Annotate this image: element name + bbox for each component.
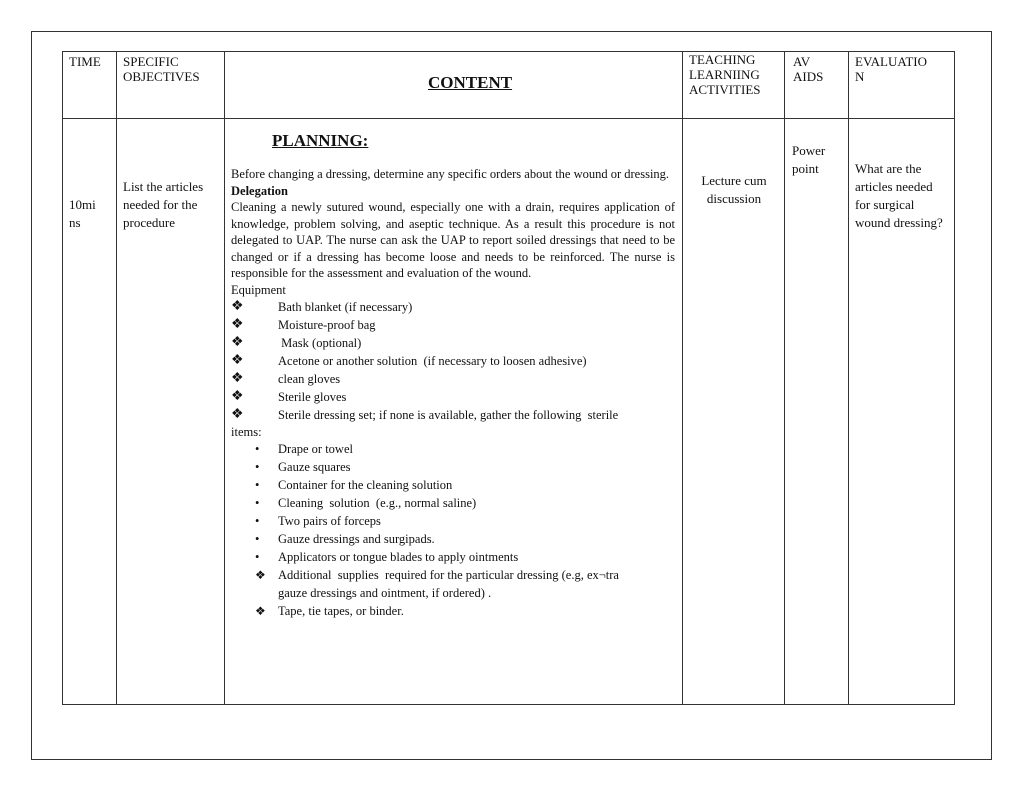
additional-supplies-item: ❖ Additional supplies required for the particular dressing (e.g, ex¬tra	[255, 568, 619, 582]
dot-bullet-icon: •	[255, 550, 260, 564]
evaluation-cell: What are the articles needed for surgical wound dressing?	[855, 161, 943, 230]
header-evaluation-line2: N	[855, 69, 865, 84]
sterile-item: • Gauze dressings and surgipads.	[255, 532, 435, 546]
diamond-bullet-icon: ❖	[231, 353, 244, 368]
header-divider	[63, 118, 954, 119]
dot-bullet-icon: •	[255, 496, 260, 510]
column-divider	[848, 52, 849, 704]
header-evaluation-line1: EVALUATIO	[855, 54, 927, 69]
column-divider	[784, 52, 785, 704]
column-divider	[116, 52, 117, 704]
equipment-item: ❖ Mask (optional)	[231, 335, 362, 350]
dot-bullet-icon: •	[255, 478, 260, 492]
time-line2: ns	[69, 215, 81, 230]
dot-bullet-icon: •	[255, 532, 260, 546]
equipment-item: ❖ Sterile dressing set; if none is available, gather the following sterile	[231, 407, 619, 422]
teaching-cell: Lecture cum discussion	[701, 173, 767, 206]
diamond-bullet-icon: ❖	[231, 299, 244, 314]
equipment-item: ❖ Bath blanket (if necessary)	[231, 299, 413, 314]
sterile-item: • Cleaning solution (e.g., normal saline)	[255, 496, 477, 510]
equipment-heading: Equipment	[231, 282, 286, 297]
sterile-item: • Container for the cleaning solution	[255, 478, 453, 492]
header-content: CONTENT	[428, 73, 513, 92]
intro-paragraph: Before changing a dressing, determine any specific orders about the wound or dressing.	[231, 167, 670, 181]
dot-bullet-icon: •	[255, 442, 260, 456]
items-label: items:	[231, 425, 262, 439]
delegation-heading: Delegation	[231, 183, 288, 198]
dot-bullet-icon: •	[255, 514, 260, 528]
header-evaluation	[855, 54, 927, 84]
objective-cell: List the articles needed for the procedure	[123, 179, 204, 230]
equipment-item: ❖ Acetone or another solution (if necessary to loosen adhesive)	[231, 353, 587, 368]
column-divider	[682, 52, 683, 704]
sterile-item: • Gauze squares	[255, 460, 351, 474]
diamond-bullet-icon: ❖	[231, 407, 244, 422]
equipment-item: ❖ Sterile gloves	[231, 389, 347, 404]
av-aids-cell: Power point	[792, 143, 826, 176]
diamond-bullet-icon: ❖	[231, 335, 244, 350]
tape-item: ❖ Tape, tie tapes, or binder.	[255, 604, 404, 618]
diamond-bullet-icon: ❖	[231, 389, 244, 404]
diamond-bullet-icon: ❖	[231, 371, 244, 386]
header-teaching: TEACHING LEARNIING ACTIVITIES	[689, 52, 761, 97]
header-time: TIME	[69, 54, 101, 69]
lesson-plan-table	[62, 51, 955, 705]
equipment-item: ❖ Moisture-proof bag	[231, 317, 376, 332]
header-av-aids: AV AIDS	[793, 54, 824, 84]
diamond-bullet-icon: ❖	[255, 568, 266, 582]
sterile-item: • Applicators or tongue blades to apply ointments	[255, 550, 519, 564]
additional-supplies-continued: gauze dressings and ointment, if ordered) .	[278, 586, 492, 600]
sterile-item: • Two pairs of forceps	[255, 514, 381, 528]
column-divider	[224, 52, 225, 704]
time-line1: 10mi	[69, 197, 96, 212]
planning-heading: PLANNING:	[272, 131, 369, 150]
diamond-bullet-icon: ❖	[255, 604, 266, 618]
header-objectives: SPECIFIC OBJECTIVES	[123, 54, 200, 84]
diamond-bullet-icon: ❖	[231, 317, 244, 332]
sterile-item: • Drape or towel	[255, 442, 353, 456]
delegation-paragraph: Cleaning a newly sutured wound, especially one with a drain, requires application of knowledge, problem solving, and aseptic technique. As a result this procedure is not delegated to UAP. The nurse can ask the UAP to report soiled dressings that need to be changed or if a dressing has become loose and needs to be reinforced. The nurse is responsible for the assessment and evaluation of the wound.	[231, 200, 675, 280]
dot-bullet-icon: •	[255, 460, 260, 474]
equipment-item: ❖ clean gloves	[231, 371, 341, 386]
time-cell	[69, 196, 96, 232]
content-cell	[231, 132, 675, 620]
